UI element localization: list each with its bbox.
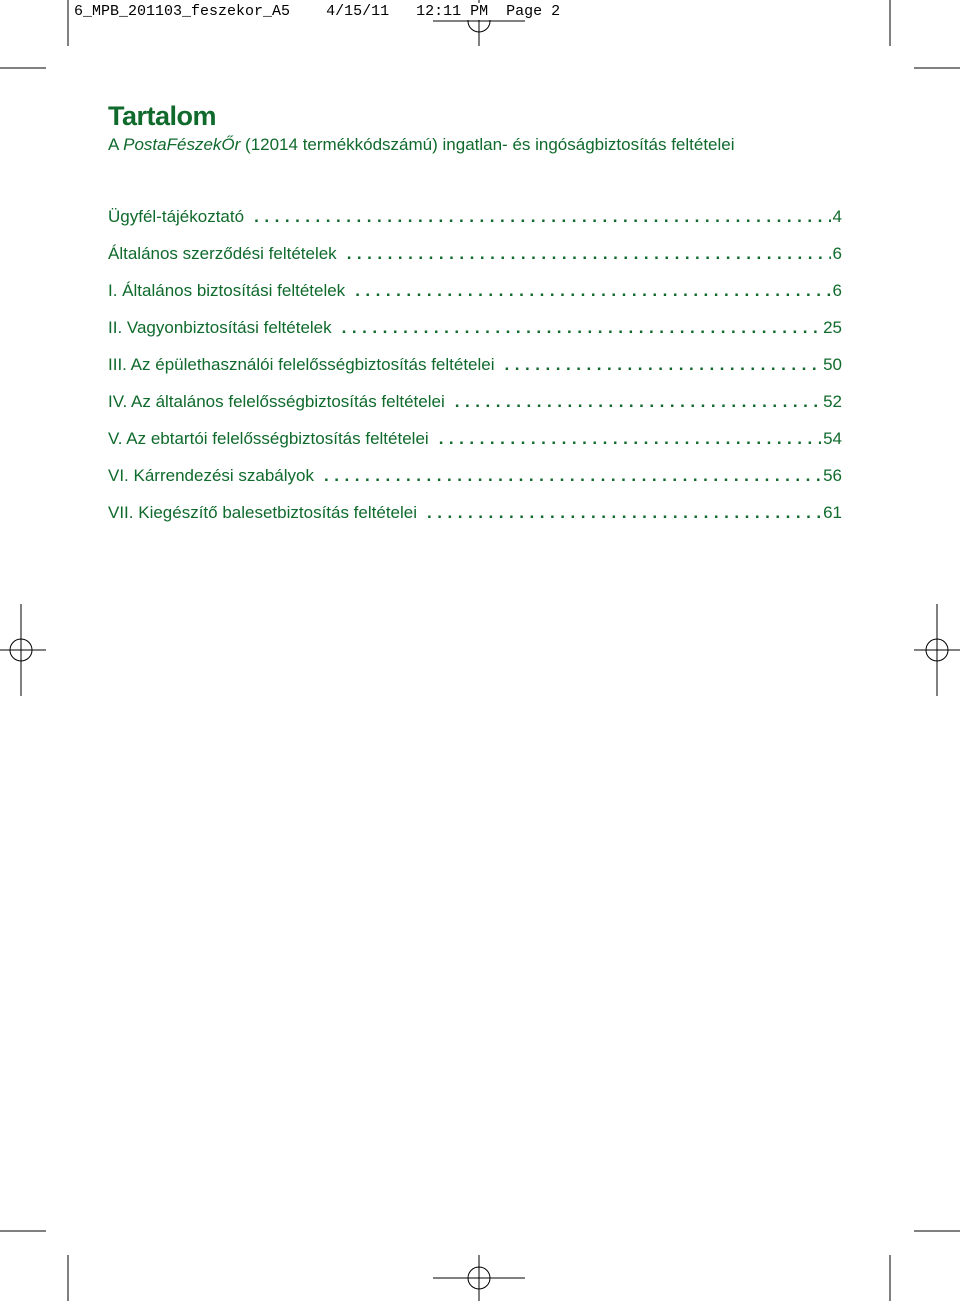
slug-filename: 6_MPB_201103_feszekor_A5: [74, 3, 291, 20]
toc-leader-dots: [427, 503, 821, 523]
toc-entry[interactable]: [108, 281, 842, 318]
toc-entry-page: 50: [823, 355, 842, 374]
slug-page: Page 2: [506, 3, 561, 20]
toc-entry-label: II. Vagyonbiztosítási feltételek: [108, 318, 332, 337]
toc-entry-page: 54: [823, 429, 842, 448]
toc-leader-dots: [324, 466, 821, 486]
toc-entry[interactable]: [108, 207, 842, 244]
subtitle-rest: (12014 termékkódszámú) ingatlan- és ingóságbiztosítás feltételei: [245, 135, 735, 154]
toc-entry-page: 52: [823, 392, 842, 411]
toc-leader-dots: [347, 244, 831, 264]
toc-leader-dots: [254, 207, 830, 227]
toc-entry-label: Általános szerződési feltételek: [108, 244, 337, 263]
toc-entry-label: Ügyfél-tájékoztató: [108, 207, 245, 226]
print-slug-line: [74, 3, 560, 20]
toc-entry[interactable]: [108, 244, 842, 281]
table-of-contents: [108, 207, 842, 540]
toc-leader-dots: [342, 318, 821, 338]
slug-date: 4/15/11: [326, 3, 390, 20]
toc-entry-label: I. Általános biztosítási feltételek: [108, 281, 346, 300]
toc-entry-label: III. Az épülethasználói felelősségbiztosítás feltételei: [108, 355, 495, 374]
toc-entry-page: 6: [832, 244, 842, 263]
toc-entry-page: 61: [823, 503, 842, 522]
toc-entry[interactable]: [108, 429, 842, 466]
toc-entry[interactable]: [108, 318, 842, 355]
toc-entry-page: 4: [832, 207, 842, 226]
toc-entry[interactable]: [108, 392, 842, 429]
product-brand-name: PostaFészekŐr: [123, 135, 241, 154]
toc-entry[interactable]: [108, 466, 842, 503]
toc-entry[interactable]: [108, 355, 842, 392]
toc-entry-page: 6: [832, 281, 842, 300]
toc-entry-label: V. Az ebtartói felelősségbiztosítás feltételei: [108, 429, 429, 448]
toc-leader-dots: [505, 355, 822, 375]
page-subtitle: [108, 135, 735, 155]
subtitle-prefix: A: [108, 135, 119, 154]
toc-entry-label: VI. Kárrendezési szabályok: [108, 466, 314, 485]
slug-time: 12:11 PM: [416, 3, 489, 20]
page-title: Tartalom: [108, 101, 217, 131]
toc-entry-page: 56: [823, 466, 842, 485]
toc-entry-page: 25: [823, 318, 842, 337]
toc-leader-dots: [455, 392, 821, 412]
toc-leader-dots: [439, 429, 821, 449]
toc-entry-label: VII. Kiegészítő balesetbiztosítás feltételei: [108, 503, 418, 522]
toc-entry[interactable]: [108, 503, 842, 540]
toc-entry-label: IV. Az általános felelősségbiztosítás feltételei: [108, 392, 445, 411]
toc-leader-dots: [355, 281, 830, 301]
